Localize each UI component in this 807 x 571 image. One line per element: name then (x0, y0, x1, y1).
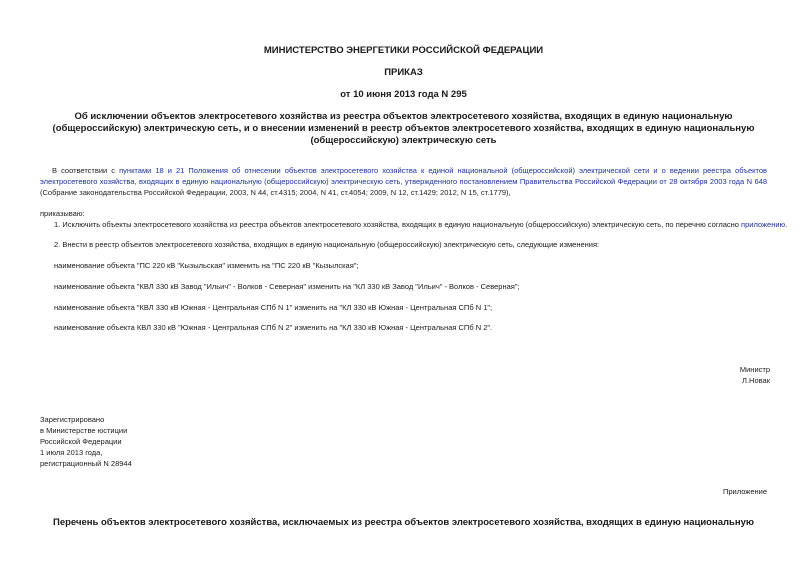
doc-type-heading: ПРИКАЗ (384, 67, 423, 78)
signature-name: Л.Новак (742, 376, 770, 385)
registration-line-4: 1 июля 2013 года, (40, 448, 103, 457)
item-1-text: 1. Исключить объекты электросетевого хозяйства из реестра объектов электросетевого хозяйства, входящих в единую национальную (общероссийскую) электрическую сеть, по перечню согласно (54, 220, 742, 229)
appendix-link[interactable]: приложению (741, 220, 786, 229)
registration-block (40, 414, 132, 469)
registration-line-1: Зарегистрировано (40, 415, 105, 424)
intro-prefix: В соответствии с (52, 166, 120, 175)
appendix-label: Приложение (723, 487, 767, 496)
signature-position: Министр (739, 365, 770, 374)
date-number-heading: от 10 июня 2013 года N 295 (340, 89, 467, 100)
registration-line-2: в Министерстве юстиции (40, 426, 128, 435)
registration-line-5: регистрационный N 28944 (40, 459, 132, 468)
item-2: 2. Внести в реестр объектов электросетевого хозяйства, входящих в единую национальную (общероссийскую) электрическую сеть, следующие изменения: (54, 240, 600, 249)
item-1-end: . (785, 220, 788, 229)
ministry-heading: МИНИСТЕРСТВО ЭНЕРГЕТИКИ РОССИЙСКОЙ ФЕДЕРАЦИИ (263, 45, 544, 56)
change-3: наименование объекта "КВЛ 330 кВ Южная - Центральная СПб N 1" изменить на "КЛ 330 кВ Южная - Центральная СПб N 1"; (54, 303, 493, 312)
item-1 (54, 219, 787, 230)
regulation-link[interactable]: пунктами 18 и 21 Положения об отнесении объектов электросетевого хозяйства к единой национальной (общероссийской) электрической сети и о ведении реестра объектов электросетевого хозяйства, входящих в единую национальную (общероссийскую) электрическую сеть, утвержденного постановлением Правительства Российской Федерации от 28 октября 2003 года N 648 (40, 166, 767, 186)
change-4: наименование объекта КВЛ 330 кВ "Южная - Центральная СПб N 2" изменить на "КЛ 330 кВ Южная - Центральная СПб N 2". (54, 323, 493, 332)
order-word: приказываю: (40, 209, 85, 218)
registration-line-3: Российской Федерации (40, 437, 122, 446)
appendix-title: Перечень объектов электросетевого хозяйства, исключаемых из реестра объектов электросетевого хозяйства, входящих в единую национальную (53, 517, 754, 528)
document-title: Об исключении объектов электросетевого хозяйства из реестра объектов электросетевого хозяйства, входящих в единую национальную (общероссийскую) электрическую сеть, и о внесении изменений в реестр объектов электросетевого хозяйства, входящих в единую национальную (общероссийскую) электрическую сеть (52, 111, 755, 146)
intro-suffix: (Собрание законодательства Российской Федерации, 2003, N 44, ст.4315; 2004, N 41, ст.4054; 2009, N 12, ст.1429; 2012, N 15, ст.1779), (40, 188, 511, 197)
intro-paragraph (40, 165, 767, 198)
change-1: наименование объекта "ПС 220 кВ "Кызыльская" изменить на "ПС 220 кВ "Кызылская"; (54, 261, 359, 270)
change-2: наименование объекта "КВЛ 330 кВ Завод "Ильич" - Волков - Северная" изменить на "КЛ 330 кВ Завод "Ильич" - Волков - Северная"; (54, 282, 520, 291)
